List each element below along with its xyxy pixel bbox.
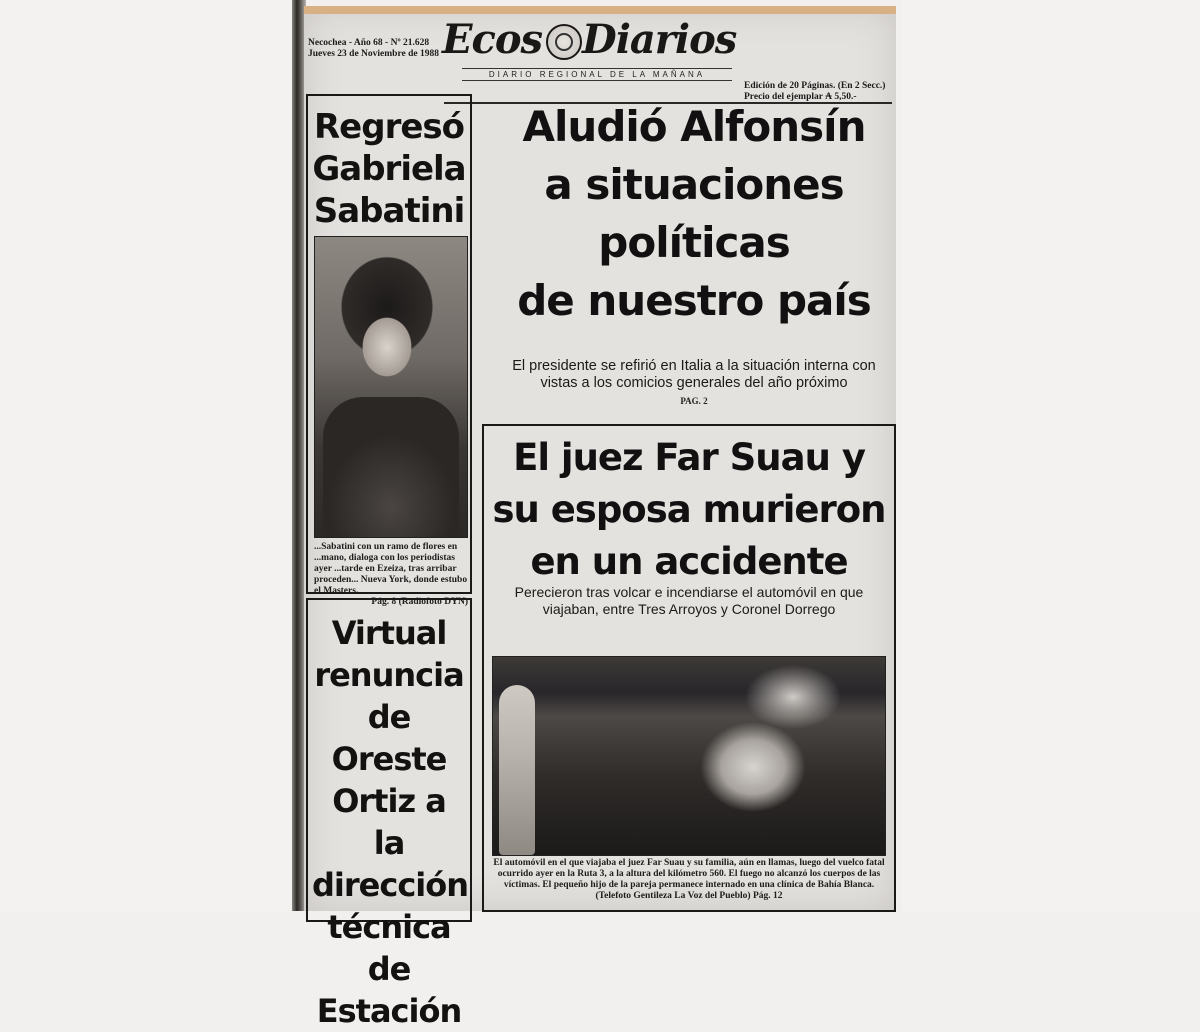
headline-line: en un accidente xyxy=(530,540,848,583)
sabatini-headline xyxy=(312,106,466,232)
newspaper-page xyxy=(304,6,896,1030)
main-page-ref: PAG. 2 xyxy=(680,396,708,406)
headline-line: Virtual xyxy=(331,614,447,652)
page-top-edge xyxy=(304,6,896,14)
seal-icon xyxy=(546,24,582,60)
headline-line: Gabriela xyxy=(312,149,466,189)
issue-info-line1: Necochea - Año 68 - Nº 21.628 xyxy=(308,38,430,48)
newspaper-logo xyxy=(442,16,742,90)
headline-line: de nuestro país xyxy=(517,276,871,325)
caption-ref: Pág. 8 (Radiofoto DYN) xyxy=(371,597,468,607)
background-left xyxy=(0,0,300,911)
headline-line: Sabatini xyxy=(313,191,465,231)
headline-line: El juez Far Suau y xyxy=(513,436,865,479)
headline-line: su esposa murieron xyxy=(492,488,886,531)
photo-figure xyxy=(323,397,459,537)
headline-line: Regresó xyxy=(313,107,464,147)
background-right xyxy=(902,0,1200,911)
accident-caption: El automóvil en el que viajaba el juez Far Suau y su familia, aún en llamas, luego del vuelco fatal ocurrido ayer en la Ruta 3, a la altura del kilómetro 560. El fuego no alcanzó los cuerpos de las víctimas. El pequeño hijo de la pareja permanece internado en una clínica de Bahía Blanca. (Telefoto Gentileza La Voz del Pueblo) Pág. 12 xyxy=(493,858,885,901)
headline-line: de Oreste xyxy=(331,698,447,778)
accident-subhead: Perecieron tras volcar e incendiarse el automóvil en que viajaban, entre Tres Arroyos y Coronel Dorrego xyxy=(514,584,864,617)
photo-figure xyxy=(499,685,535,855)
logo-subtitle: DIARIO REGIONAL DE LA MAÑANA xyxy=(462,68,732,81)
main-subhead: El presidente se refirió en Italia a la situación interna con vistas a los comicios generales del año próximo xyxy=(512,358,876,391)
sabatini-story xyxy=(306,94,472,607)
accident-photo xyxy=(492,656,886,856)
headline-line: a situaciones xyxy=(544,160,844,209)
oreste-headline xyxy=(312,612,469,1032)
main-headline xyxy=(504,98,884,330)
edition-line2: Precio del ejemplar ₳ 5,50.- xyxy=(744,92,857,102)
logo-word-right: Diarios xyxy=(582,16,737,63)
headline-line: dirección xyxy=(312,866,469,904)
issue-info-line2: Jueves 23 de Noviembre de 1988 xyxy=(308,49,439,59)
oreste-story xyxy=(306,598,472,1030)
accident-headline xyxy=(488,432,890,588)
issue-info xyxy=(308,38,439,60)
sabatini-photo xyxy=(314,236,468,538)
headline-line: renuncia xyxy=(314,656,464,694)
headline-line: políticas xyxy=(598,218,790,267)
accident-story xyxy=(482,424,896,912)
headline-line: Estación xyxy=(316,992,462,1030)
logo-word-left: Ecos xyxy=(442,16,543,63)
headline-line: Ortiz a la xyxy=(332,782,446,862)
headline-line: Aludió Alfonsín xyxy=(522,102,866,151)
headline-line: técnica de xyxy=(327,908,451,988)
caption-text: ...Sabatini con un ramo de flores en ...mano, dialoga con los periodistas ayer ...tarde en Ezeiza, tras arribar proceden... Nueva York, donde estubo el Masters. xyxy=(314,542,468,596)
edition-line1: Edición de 20 Páginas. (En 2 Secc.) xyxy=(744,81,886,91)
